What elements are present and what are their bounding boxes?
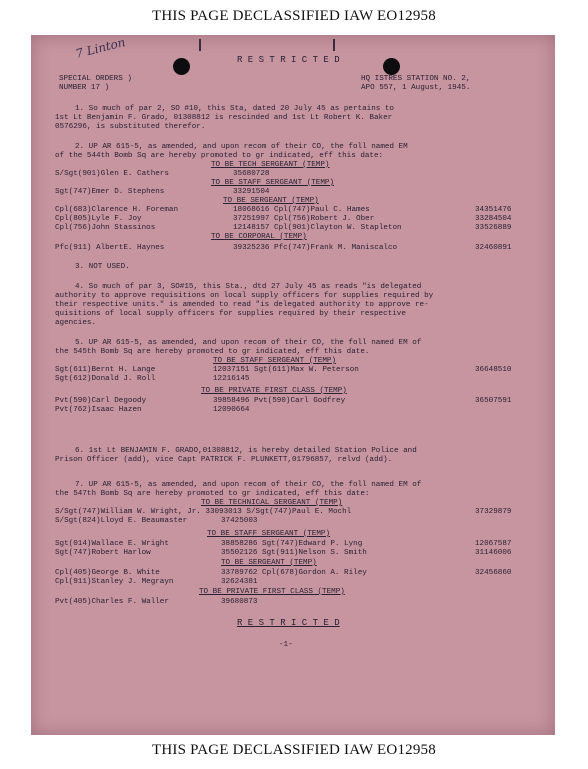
promotion-entry: S/Sgt(901)Glen E. Cathers (55, 170, 169, 178)
serial-number: 12067587 (475, 540, 512, 548)
serial-number: 37425003 (221, 517, 258, 525)
station-heading: HQ ISTRES STATION NO. 2, (361, 75, 471, 83)
classification-top: R E S T R I C T E D (237, 55, 340, 65)
promotion-entry: 33789762 Cpl(678)Gordon A. Riley (221, 569, 367, 577)
paragraph-4-line: agencies. (55, 319, 97, 327)
promotion-entry: 12148157 Cpl(901)Clayton W. Stapleton (233, 224, 402, 232)
pencil-mark (199, 39, 201, 51)
promotion-entry: Cpl(405)George B. White (55, 569, 160, 577)
punch-hole-icon (383, 58, 400, 75)
promotion-entry: Cpl(805)Lyle F. Joy (55, 215, 142, 223)
paragraph-7-line: the 547th Bomb Sq are hereby promoted to gr indicated, eff this date: (55, 490, 370, 498)
serial-number: 33526889 (475, 224, 512, 232)
serial-number: 32456860 (475, 569, 512, 577)
paragraph-5-line: the 545th Bomb Sq are hereby promoted to gr indicated, eff this date. (55, 348, 370, 356)
serial-number: 35680728 (233, 170, 270, 178)
paragraph-6-line: 6. 1st Lt BENJAMIN F. GRADO,01308812, is hereby detailed Station Police and (75, 447, 417, 455)
grade-heading: TO BE CORPORAL (TEMP) (211, 233, 307, 241)
promotion-entry: 37251997 Cpl(756)Robert J. Ober (233, 215, 375, 223)
promotion-entry: Cpl(911)Stanley J. Megrayn (55, 578, 174, 586)
paragraph-2-line: of the 544th Bomb Sq are hereby promoted to gr indicated, eff this date: (55, 152, 384, 160)
serial-number: 33291504 (233, 188, 270, 196)
promotion-entry: 39858496 Pvt(590)Carl Godfrey (213, 397, 346, 405)
promotion-entry: 12037151 Sgt(611)Max W. Peterson (213, 366, 359, 374)
grade-heading: TO BE PRIVATE FIRST CLASS (TEMP) (201, 387, 347, 395)
serial-number: 34351476 (475, 206, 512, 214)
grade-heading: TO BE SERGEANT (TEMP) (223, 197, 319, 205)
paragraph-5-line: 5. UP AR 615-5, as amended, and upon recom of their CO, the foll named EM of (75, 339, 422, 347)
paragraph-1-line: 1. So much of par 2, SO #10, this Sta, dated 20 July 45 as pertains to (75, 105, 394, 113)
scanned-document-page (31, 35, 555, 735)
special-orders-label: SPECIAL ORDERS ) (59, 75, 132, 83)
grade-heading: TO BE TECHNICAL SERGEANT (TEMP) (201, 499, 343, 507)
promotion-entry: Sgt(747)Emer D. Stephens (55, 188, 165, 196)
promotion-entry: Cpl(756)John Stassinos (55, 224, 156, 232)
order-number: NUMBER 17 ) (59, 84, 110, 92)
promotion-entry: 39325236 Pfc(747)Frank M. Maniscalco (233, 244, 398, 252)
serial-number: 32460891 (475, 244, 512, 252)
serial-number: 12090664 (213, 406, 250, 414)
grade-heading: TO BE STAFF SERGEANT (TEMP) (211, 179, 335, 187)
promotion-entry: Sgt(747)Robert Harlow (55, 549, 151, 557)
declassified-banner-bottom: THIS PAGE DECLASSIFIED IAW EO12958 (152, 742, 436, 758)
declassified-banner-top: THIS PAGE DECLASSIFIED IAW EO12958 (152, 8, 436, 24)
promotion-entry: Pvt(405)Charles F. Waller (55, 598, 169, 606)
serial-number: 12216145 (213, 375, 250, 383)
promotion-entry: Sgt(611)Bernt H. Lange (55, 366, 156, 374)
handwritten-signature: 7 Linton (74, 35, 127, 61)
classification-bottom: R E S T R I C T E D (237, 618, 340, 628)
serial-number: 36648510 (475, 366, 512, 374)
promotion-entry: S/Sgt(824)Lloyd E. Beaumaster (55, 517, 188, 525)
promotion-entry: Pfc(911) AlbertE. Haynes (55, 244, 165, 252)
promotion-entry: Pvt(762)Isaac Hazen (55, 406, 142, 414)
grade-heading: TO BE SERGEANT (TEMP) (221, 559, 317, 567)
grade-heading: TO BE STAFF SERGEANT (TEMP) (213, 357, 337, 365)
paragraph-1-line: 0576296, is substituted therefor. (55, 123, 206, 131)
paragraph-7-line: 7. UP AR 615-5, as amended, and upon recom of their CO, the foll named EM of (75, 481, 422, 489)
paragraph-3: 3. NOT USED. (75, 263, 130, 271)
serial-number: 37329879 (475, 508, 512, 516)
paragraph-6-line: Prison Officer (add), vice Capt PATRICK F. PLUNKETT,01796857, relvd (add). (55, 456, 393, 464)
grade-heading: TO BE STAFF SERGEANT (TEMP) (207, 530, 331, 538)
paragraph-4-line: authority to approve requisitions on local supply officers for supplies required by (55, 292, 434, 300)
paragraph-4-line: 4. So much of par 3, SO#15, this Sta., dtd 27 July 45 as reads "is delegated (75, 283, 422, 291)
promotion-entry: 38858286 Sgt(747)Edward P. Lyng (221, 540, 363, 548)
serial-number: 31146006 (475, 549, 512, 557)
paragraph-4-line: quisitions of local supply officers for supplies required by their respective (55, 310, 406, 318)
serial-number: 32624381 (221, 578, 258, 586)
grade-heading: TO BE PRIVATE FIRST CLASS (TEMP) (199, 588, 345, 596)
promotion-entry: 18068616 Cpl(747)Paul C. Hames (233, 206, 370, 214)
apo-date: APO 557, 1 August, 1945. (361, 84, 471, 92)
paragraph-1-line: 1st Lt Benjamin F. Grado, 01308812 is rescinded and 1st Lt Robert K. Baker (55, 114, 393, 122)
punch-hole-icon (173, 58, 190, 75)
promotion-entry: S/Sgt(747)William W. Wright, Jr. 33093013 S/Sgt(747)Paul E. Mochl (55, 508, 352, 516)
paragraph-4-line: their respective units." is amended to read "is delegated authority to approve re- (55, 301, 429, 309)
grade-heading: TO BE TECH SERGEANT (TEMP) (211, 161, 330, 169)
promotion-entry: Sgt(014)Wallace E. Wright (55, 540, 169, 548)
promotion-entry: Pvt(590)Carl Degoody (55, 397, 147, 405)
paragraph-2-line: 2. UP AR 615-5, as amended, and upon recom of their CO, the foll named EM (75, 143, 408, 151)
serial-number: 39680873 (221, 598, 258, 606)
promotion-entry: Cpl(683)Clarence H. Foreman (55, 206, 179, 214)
promotion-entry: 35502126 Sgt(911)Nelson S. Smith (221, 549, 367, 557)
pencil-mark (333, 39, 335, 51)
promotion-entry: Sgt(612)Donald J. Roll (55, 375, 156, 383)
serial-number: 36507591 (475, 397, 512, 405)
serial-number: 33284504 (475, 215, 512, 223)
page-number: -1- (279, 641, 293, 649)
